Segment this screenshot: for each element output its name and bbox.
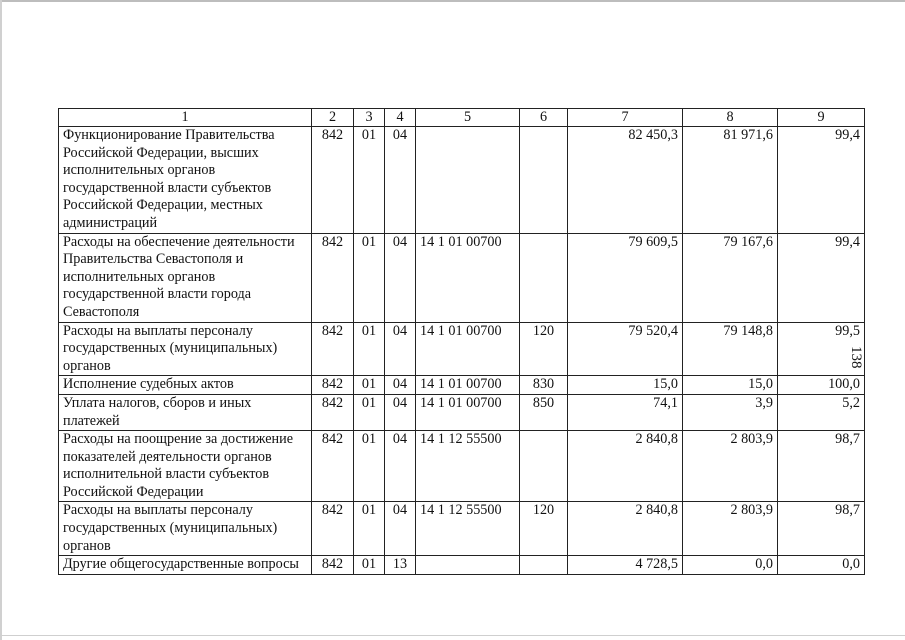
- table-row: [59, 394, 865, 430]
- cell-subsection: 04: [385, 431, 416, 502]
- row-name: Расходы на выплаты персоналу государственных (муниципальных) органов: [59, 502, 312, 556]
- cell-target-article: 14 1 12 55500: [416, 431, 520, 502]
- table-row: [59, 233, 865, 322]
- cell-value-8: 2 803,9: [683, 431, 778, 502]
- cell-value-8: 81 971,6: [683, 127, 778, 234]
- column-header: 1: [59, 109, 312, 127]
- cell-value-9: 100,0: [778, 376, 865, 395]
- cell-value-7: 74,1: [568, 394, 683, 430]
- cell-ministry-code: 842: [312, 556, 354, 575]
- cell-section: 01: [354, 556, 385, 575]
- cell-value-8: 3,9: [683, 394, 778, 430]
- cell-subsection: 04: [385, 394, 416, 430]
- cell-target-article: [416, 556, 520, 575]
- cell-expense-type: [520, 233, 568, 322]
- cell-section: 01: [354, 233, 385, 322]
- cell-target-article: 14 1 01 00700: [416, 322, 520, 376]
- cell-value-8: 15,0: [683, 376, 778, 395]
- budget-table: [58, 108, 865, 575]
- column-header: 9: [778, 109, 865, 127]
- cell-section: 01: [354, 394, 385, 430]
- cell-value-7: 15,0: [568, 376, 683, 395]
- cell-target-article: [416, 127, 520, 234]
- column-header: 3: [354, 109, 385, 127]
- cell-section: 01: [354, 502, 385, 556]
- cell-value-8: 2 803,9: [683, 502, 778, 556]
- table-row: [59, 502, 865, 556]
- cell-value-7: 4 728,5: [568, 556, 683, 575]
- column-header: 8: [683, 109, 778, 127]
- cell-value-9: 99,5: [778, 322, 865, 376]
- table-header-row: [59, 109, 865, 127]
- row-name: Функционирование Правительства Российской Федерации, высших исполнительных органов государственной власти субъектов Российской Федерации, местных администраций: [59, 127, 312, 234]
- cell-target-article: 14 1 01 00700: [416, 394, 520, 430]
- cell-target-article: 14 1 12 55500: [416, 502, 520, 556]
- cell-value-7: 79 520,4: [568, 322, 683, 376]
- row-name: Другие общегосударственные вопросы: [59, 556, 312, 575]
- cell-value-9: 98,7: [778, 502, 865, 556]
- cell-expense-type: 120: [520, 322, 568, 376]
- table-row: [59, 127, 865, 234]
- cell-value-7: 79 609,5: [568, 233, 683, 322]
- row-name: Расходы на поощрение за достижение показателей деятельности органов исполнительной власти субъектов Российской Федерации: [59, 431, 312, 502]
- column-header: 5: [416, 109, 520, 127]
- table-row: [59, 431, 865, 502]
- row-name: Исполнение судебных актов: [59, 376, 312, 395]
- cell-value-9: 5,2: [778, 394, 865, 430]
- column-header: 6: [520, 109, 568, 127]
- cell-subsection: 04: [385, 376, 416, 395]
- row-name: Расходы на обеспечение деятельности Правительства Севастополя и исполнительных органов государственной власти города Севастополя: [59, 233, 312, 322]
- cell-value-9: 99,4: [778, 127, 865, 234]
- row-name: Уплата налогов, сборов и иных платежей: [59, 394, 312, 430]
- cell-ministry-code: 842: [312, 394, 354, 430]
- cell-ministry-code: 842: [312, 502, 354, 556]
- cell-expense-type: 830: [520, 376, 568, 395]
- cell-expense-type: 850: [520, 394, 568, 430]
- cell-value-9: 99,4: [778, 233, 865, 322]
- cell-subsection: 04: [385, 233, 416, 322]
- cell-subsection: 04: [385, 127, 416, 234]
- table-row: [59, 376, 865, 395]
- column-header: 4: [385, 109, 416, 127]
- cell-section: 01: [354, 127, 385, 234]
- cell-value-8: 0,0: [683, 556, 778, 575]
- cell-value-7: 82 450,3: [568, 127, 683, 234]
- cell-expense-type: [520, 127, 568, 234]
- cell-target-article: 14 1 01 00700: [416, 376, 520, 395]
- table-row: [59, 322, 865, 376]
- cell-section: 01: [354, 376, 385, 395]
- row-name: Расходы на выплаты персоналу государственных (муниципальных) органов: [59, 322, 312, 376]
- cell-value-7: 2 840,8: [568, 502, 683, 556]
- column-header: 7: [568, 109, 683, 127]
- column-header: 2: [312, 109, 354, 127]
- cell-value-8: 79 148,8: [683, 322, 778, 376]
- cell-subsection: 04: [385, 502, 416, 556]
- page-edge-bottom: [0, 635, 905, 636]
- cell-value-8: 79 167,6: [683, 233, 778, 322]
- cell-target-article: 14 1 01 00700: [416, 233, 520, 322]
- cell-ministry-code: 842: [312, 431, 354, 502]
- cell-section: 01: [354, 431, 385, 502]
- cell-ministry-code: 842: [312, 127, 354, 234]
- page-edge-top: [0, 0, 905, 2]
- page-edge-left: [0, 0, 2, 640]
- cell-expense-type: [520, 431, 568, 502]
- cell-subsection: 13: [385, 556, 416, 575]
- cell-ministry-code: 842: [312, 233, 354, 322]
- cell-section: 01: [354, 322, 385, 376]
- cell-expense-type: 120: [520, 502, 568, 556]
- cell-ministry-code: 842: [312, 322, 354, 376]
- cell-subsection: 04: [385, 322, 416, 376]
- cell-expense-type: [520, 556, 568, 575]
- table-row: [59, 556, 865, 575]
- cell-value-7: 2 840,8: [568, 431, 683, 502]
- cell-value-9: 0,0: [778, 556, 865, 575]
- page-number: 138: [848, 346, 864, 369]
- cell-value-9: 98,7: [778, 431, 865, 502]
- cell-ministry-code: 842: [312, 376, 354, 395]
